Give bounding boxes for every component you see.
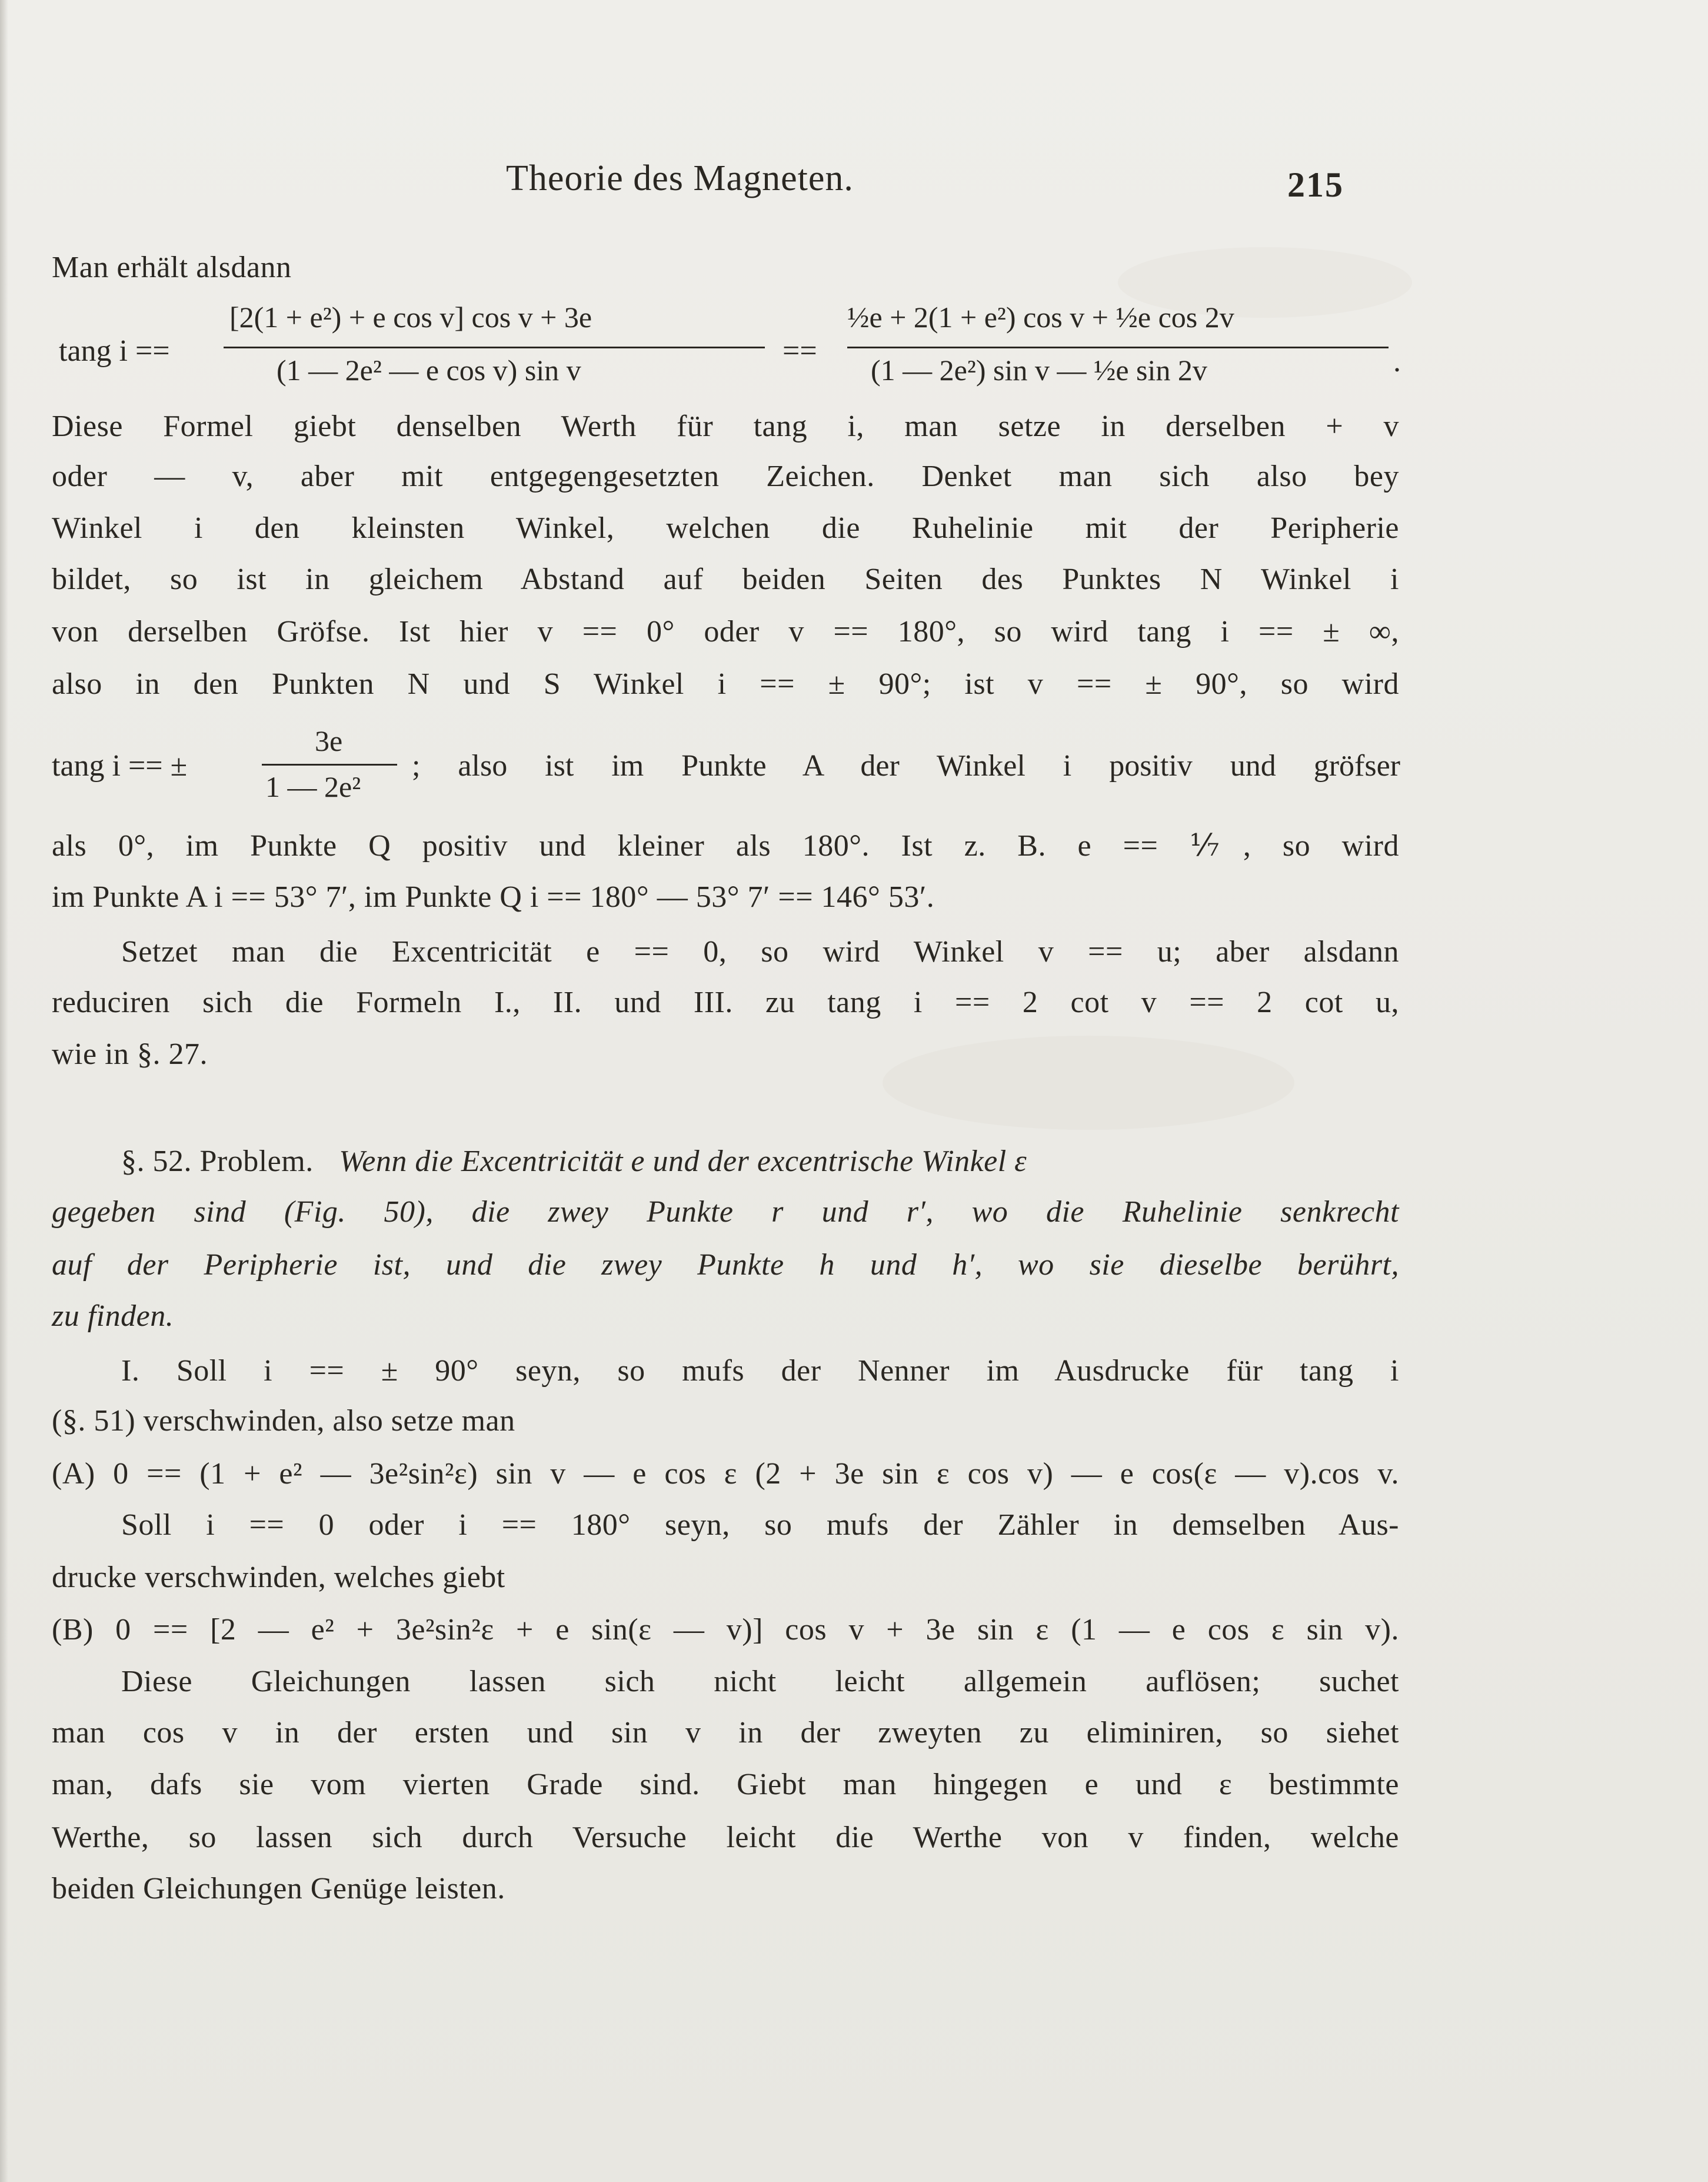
formula1-frac1-denominator: (1 — 2e² — e cos v) sin v [277,354,581,387]
formula1-end: . [1393,345,1401,378]
running-header: Theorie des Magneten. [506,158,854,198]
formula1-frac2-denominator: (1 — 2e²) sin v — ½e sin 2v [871,354,1207,387]
text-line: Diese Gleichungen lassen sich nicht leicht allgemein auflösen; suchet [121,1665,1399,1698]
text-line: wie in §. 27. [52,1037,208,1071]
problem-statement: Wenn die Excentricität e und der excentrische Winkel ε [339,1145,1027,1178]
text-line: I. Soll i == ± 90° seyn, so mufs der Nenner im Ausdrucke für tang i [121,1354,1399,1388]
formula2-numerator: 3e [315,724,343,757]
fraction-bar [847,347,1389,348]
section-52-heading: §. 52. Problem. [121,1145,314,1178]
text-line: also in den Punkten N und S Winkel i == ± 90°; ist v == ± 90°, so wird [52,667,1399,701]
page-gutter-shadow [0,0,8,2182]
formula1-equals: == [783,334,817,368]
text-line: reduciren sich die Formeln I., II. und III. zu tang i == 2 cot v == 2 cot u, [52,986,1399,1019]
formula2-tail: ; also ist im Punkte A der Winkel i positiv und gröfser [412,749,1400,783]
formula1-frac1-numerator: [2(1 + e²) + e cos v] cos v + 3e [229,301,592,334]
section-52-line1 [121,1144,1399,1179]
fraction-bar [224,347,765,348]
text-line: Winkel i den kleinsten Winkel, welchen die Ruhelinie mit der Peripherie [52,511,1399,545]
text-line: drucke verschwinden, welches giebt [52,1561,505,1594]
page-number: 215 [1287,165,1344,204]
formula2-lhs: tang i == ± [52,749,188,783]
text-line: man cos v in der ersten und sin v in der zweyten zu eliminiren, so siehet [52,1716,1399,1749]
text-line: Diese Formel giebt denselben Werth für tang i, man setze in derselben + v [52,410,1399,443]
formula2-denominator: 1 — 2e² [265,770,361,803]
formula1-frac2-numerator: ½e + 2(1 + e²) cos v + ½e cos 2v [847,301,1234,334]
equation-A: (A) 0 == (1 + e² — 3e²sin²ε) sin v — e cos ε (2 + 3e sin ε cos v) — e cos(ε — v).cos v. [52,1457,1399,1491]
text-line: man, dafs sie vom vierten Grade sind. Giebt man hingegen e und ε bestimmte [52,1768,1399,1801]
text-line: bildet, so ist in gleichem Abstand auf beiden Seiten des Punktes N Winkel i [52,563,1399,596]
formula2-fraction [262,724,397,806]
intro-line: Man erhält alsdann [52,251,292,284]
text-line: als 0°, im Punkte Q positiv und kleiner als 180°. Ist z. B. e == ⅐, so wird [52,829,1399,863]
formula1-fraction1 [224,300,765,388]
text-line: von derselben Gröfse. Ist hier v == 0° oder v == 180°, so wird tang i == ± ∞, [52,615,1399,648]
text-line: Soll i == 0 oder i == 180° seyn, so mufs der Zähler in demselben Aus- [121,1508,1399,1542]
problem-statement-line: gegeben sind (Fig. 50), die zwey Punkte r und r′, wo die Ruhelinie senkrecht [52,1195,1399,1229]
formula1-fraction2 [847,300,1389,388]
text-line: beiden Gleichungen Genüge leisten. [52,1872,505,1905]
text-line: im Punkte A i == 53° 7′, im Punkte Q i == 180° — 53° 7′ == 146° 53′. [52,880,935,914]
text-line: (§. 51) verschwinden, also setze man [52,1404,515,1438]
text-line: Werthe, so lassen sich durch Versuche leicht die Werthe von v finden, welche [52,1821,1399,1854]
text-line: oder — v, aber mit entgegengesetzten Zeichen. Denket man sich also bey [52,460,1399,493]
fraction-bar [262,764,397,766]
problem-statement-line: zu finden. [52,1299,174,1333]
problem-statement-line: auf der Peripherie ist, und die zwey Punkte h und h′, wo sie dieselbe berührt, [52,1248,1399,1282]
formula1-lhs: tang i == [59,334,170,368]
equation-B: (B) 0 == [2 — e² + 3e²sin²ε + e sin(ε — v)] cos v + 3e sin ε (1 — e cos ε sin v). [52,1613,1399,1647]
text-line: Setzet man die Excentricität e == 0, so wird Winkel v == u; aber alsdann [121,935,1399,969]
